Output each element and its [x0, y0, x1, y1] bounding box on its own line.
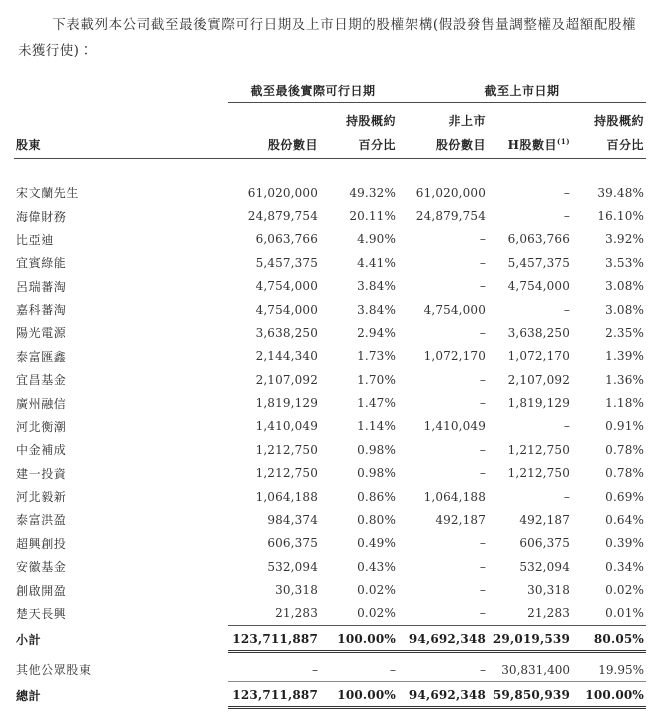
shareholder-name: 創啟開盈 — [16, 583, 67, 598]
shareholding-percentage-listing: 1.39% — [605, 349, 645, 364]
shareholding-percentage-listing: 0.69% — [605, 489, 645, 504]
shareholding-percentage: 1.73% — [357, 349, 397, 364]
table-row — [14, 415, 646, 438]
header-body-gap — [14, 159, 646, 182]
table-row — [14, 485, 646, 508]
h-shares-number: – — [563, 209, 571, 224]
table-body — [14, 181, 646, 625]
unlisted-shares-number: 492,187 — [435, 512, 487, 527]
h-shares-number: 4,754,000 — [507, 279, 571, 294]
h-shares-number: – — [563, 185, 571, 200]
shareholder-name: 呂瑞蕃淘 — [16, 279, 67, 294]
shareholding-percentage: 20.11% — [349, 209, 397, 224]
shareholding-percentage: 49.32% — [349, 185, 397, 200]
h-shares-number: 30,318 — [527, 583, 571, 598]
column-header-h-shares-footnote: (1) — [557, 137, 571, 146]
h-shares-number: – — [563, 302, 571, 317]
shareholding-percentage-listing: 0.02% — [605, 583, 645, 598]
subheader-unlisted-line1: 非上市 — [448, 114, 487, 128]
table-row — [14, 532, 646, 555]
shareholder-name: 泰富洪盈 — [16, 513, 67, 528]
column-header-pct: 百分比 — [320, 132, 398, 159]
other-public-h-shares: 30,831,400 — [488, 651, 572, 681]
subheader-shares-line1 — [228, 112, 320, 132]
shareholding-percentage: 1.14% — [357, 419, 397, 434]
shareholder-name: 宜賓綠能 — [16, 256, 67, 271]
total-row — [14, 681, 646, 707]
other-public-pct2: 19.95% — [572, 651, 646, 681]
subheader-shareholder-blank — [14, 112, 228, 132]
h-shares-number: 5,457,375 — [507, 255, 571, 270]
shareholding-percentage-listing: 3.08% — [605, 279, 645, 294]
shareholding-percentage: 1.47% — [357, 396, 397, 411]
subheader-pct2-line1: 持股概約 — [594, 114, 645, 128]
shareholder-name: 楚天長興 — [16, 606, 67, 621]
header-spacer-row — [14, 103, 646, 113]
shareholding-percentage-listing: 3.53% — [605, 255, 645, 270]
shares-number: 4,754,000 — [255, 279, 318, 294]
shares-number: 2,144,340 — [255, 349, 318, 364]
shares-number: 30,318 — [275, 583, 318, 598]
unlisted-shares-number: – — [479, 606, 487, 621]
table-row — [14, 578, 646, 601]
shareholding-percentage: 0.86% — [357, 489, 397, 504]
shareholder-name: 泰富匯鑫 — [16, 349, 67, 364]
shareholder-name: 建一投資 — [16, 466, 67, 481]
group-header-blank — [14, 82, 228, 103]
total-unlisted: 94,692,348 — [398, 681, 488, 707]
unlisted-shares-number: 4,754,000 — [423, 302, 487, 317]
h-shares-number: 2,107,092 — [507, 372, 571, 387]
shareholder-name: 宋文蘭先生 — [16, 186, 80, 201]
h-shares-number: – — [563, 419, 571, 434]
other-public-shareholders-row — [14, 651, 646, 681]
subheader-row-first — [14, 112, 646, 132]
shareholding-percentage-listing: 0.78% — [605, 442, 645, 457]
unlisted-shares-number: – — [479, 583, 487, 598]
column-header-pct2: 百分比 — [572, 132, 646, 159]
shares-number: 3,638,250 — [255, 325, 318, 340]
unlisted-shares-number: – — [479, 255, 487, 270]
shareholding-percentage: 0.02% — [357, 583, 397, 598]
column-header-shareholder: 股東 — [14, 132, 228, 159]
table-row — [14, 555, 646, 578]
h-shares-number: 1,212,750 — [507, 466, 571, 481]
intro-paragraph — [0, 0, 650, 64]
shareholding-percentage-listing: 16.10% — [597, 209, 645, 224]
table-row — [14, 462, 646, 485]
group-header-listing-date: 截至上市日期 — [398, 82, 646, 103]
table-row — [14, 438, 646, 461]
shareholder-name: 海偉財務 — [16, 209, 67, 224]
shareholding-percentage: 0.49% — [357, 536, 397, 551]
table-row — [14, 602, 646, 625]
h-shares-number: 1,212,750 — [507, 442, 571, 457]
unlisted-shares-number: – — [479, 466, 487, 481]
unlisted-shares-number: – — [479, 232, 487, 247]
table-footer — [14, 625, 646, 707]
unlisted-shares-number: – — [479, 325, 487, 340]
shareholding-percentage-listing: 3.92% — [605, 232, 645, 247]
unlisted-shares-number: – — [479, 536, 487, 551]
shareholder-name: 陽光電源 — [16, 326, 67, 341]
unlisted-shares-number: – — [479, 372, 487, 387]
group-header-latest-practicable-date: 截至最後實際可行日期 — [228, 82, 398, 103]
subtotal-label: 小計 — [16, 633, 42, 648]
shares-number: 1,064,188 — [255, 489, 318, 504]
unlisted-shares-number: 1,072,170 — [423, 349, 487, 364]
column-header-h-shares-label: H股數目 — [507, 138, 558, 152]
shares-number: 532,094 — [267, 559, 318, 574]
total-shares: 123,711,887 — [228, 681, 320, 707]
table-row — [14, 298, 646, 321]
shares-number: 4,754,000 — [255, 302, 318, 317]
shareholding-percentage-listing: 2.35% — [605, 325, 645, 340]
h-shares-number: 3,638,250 — [507, 325, 571, 340]
other-public-pct: – — [320, 651, 398, 681]
shareholding-percentage: 3.84% — [357, 279, 397, 294]
total-h-shares: 59,850,939 — [488, 681, 572, 707]
shares-number: 21,283 — [275, 606, 318, 621]
unlisted-shares-number: – — [479, 396, 487, 411]
shareholding-percentage: 4.41% — [357, 255, 397, 270]
shareholding-percentage-listing: 0.78% — [605, 466, 645, 481]
column-header-unlisted-shares: 股份數目 — [398, 132, 488, 159]
table-row — [14, 204, 646, 227]
shareholder-name: 安徽基金 — [16, 560, 67, 575]
subheader-row-second — [14, 132, 646, 159]
h-shares-number: 1,819,129 — [507, 396, 571, 411]
shareholder-name: 廣州融信 — [16, 396, 67, 411]
shares-number: 984,374 — [267, 512, 318, 527]
shareholding-percentage: 0.02% — [357, 606, 397, 621]
h-shares-number: 1,072,170 — [507, 349, 571, 364]
table-row — [14, 228, 646, 251]
shareholding-percentage-listing: 39.48% — [597, 185, 645, 200]
subtotal-pct: 100.00% — [320, 625, 398, 651]
column-header-shares-number: 股份數目 — [228, 132, 320, 159]
shares-number: 1,212,750 — [255, 442, 318, 457]
intro-text: 下表載列本公司截至最後實際可行日期及上市日期的股權架構(假設發售量調整權及超額配股權未獲行使)： — [18, 17, 636, 59]
shareholder-name: 宜昌基金 — [16, 373, 67, 388]
shareholding-percentage: 0.98% — [357, 466, 397, 481]
other-public-shares: – — [228, 651, 320, 681]
shareholding-percentage: 3.84% — [357, 302, 397, 317]
unlisted-shares-number: – — [479, 279, 487, 294]
table-header — [14, 82, 646, 181]
shares-number: 24,879,754 — [247, 209, 318, 224]
h-shares-number: – — [563, 489, 571, 504]
shares-number: 1,410,049 — [255, 419, 318, 434]
h-shares-number: 532,094 — [519, 559, 571, 574]
column-header-h-shares — [488, 132, 572, 159]
shareholding-percentage: 0.80% — [357, 512, 397, 527]
subtotal-pct2: 80.05% — [572, 625, 646, 651]
shareholding-percentage-listing: 1.36% — [605, 372, 645, 387]
shareholding-percentage: 1.70% — [357, 372, 397, 387]
subtotal-row — [14, 625, 646, 651]
unlisted-shares-number: – — [479, 559, 487, 574]
group-header-row — [14, 82, 646, 103]
shareholding-structure-table — [14, 82, 646, 709]
table-row — [14, 345, 646, 368]
subtotal-h-shares: 29,019,539 — [488, 625, 572, 651]
unlisted-shares-number: 61,020,000 — [415, 185, 487, 200]
shareholding-percentage-listing: 0.34% — [605, 559, 645, 574]
shareholder-name: 中金補成 — [16, 443, 67, 458]
total-pct: 100.00% — [320, 681, 398, 707]
other-public-label: 其他公眾股東 — [16, 663, 92, 678]
subheader-pct-line1: 持股概約 — [346, 114, 397, 128]
h-shares-number: 606,375 — [519, 536, 571, 551]
table-row — [14, 181, 646, 204]
subtotal-unlisted: 94,692,348 — [398, 625, 488, 651]
h-shares-number: 6,063,766 — [507, 232, 571, 247]
shareholding-percentage: 0.43% — [357, 559, 397, 574]
unlisted-shares-number: 24,879,754 — [415, 209, 487, 224]
shares-number: 606,375 — [267, 536, 318, 551]
table-row — [14, 321, 646, 344]
shares-number: 1,212,750 — [255, 466, 318, 481]
shareholding-percentage: 2.94% — [357, 325, 397, 340]
shareholder-name: 比亞迪 — [16, 232, 54, 247]
shareholding-percentage: 0.98% — [357, 442, 397, 457]
unlisted-shares-number: – — [479, 442, 487, 457]
shares-number: 1,819,129 — [255, 396, 318, 411]
other-public-unlisted: – — [398, 651, 488, 681]
total-pct2: 100.00% — [572, 681, 646, 707]
shareholding-percentage-listing: 0.64% — [605, 512, 645, 527]
shareholder-name: 超興創投 — [16, 536, 67, 551]
table-row — [14, 251, 646, 274]
shareholding-percentage-listing: 3.08% — [605, 302, 645, 317]
shareholding-percentage: 4.90% — [357, 232, 397, 247]
table-row — [14, 275, 646, 298]
unlisted-shares-number: 1,064,188 — [423, 489, 487, 504]
shareholding-percentage-listing: 1.18% — [605, 396, 645, 411]
shareholder-name: 河北衡潮 — [16, 419, 67, 434]
total-label: 總計 — [16, 689, 42, 704]
subheader-hshares-line1 — [488, 112, 572, 132]
h-shares-number: 21,283 — [527, 606, 571, 621]
h-shares-number: 492,187 — [519, 512, 571, 527]
unlisted-shares-number: 1,410,049 — [423, 419, 487, 434]
shareholding-percentage-listing: 0.01% — [605, 606, 645, 621]
table-row — [14, 391, 646, 414]
table-row — [14, 508, 646, 531]
table-row — [14, 368, 646, 391]
shareholding-percentage-listing: 0.91% — [605, 419, 645, 434]
shareholding-percentage-listing: 0.39% — [605, 536, 645, 551]
shareholder-name: 河北毅新 — [16, 490, 67, 505]
shares-number: 6,063,766 — [255, 232, 318, 247]
shareholder-name: 嘉科蕃淘 — [16, 303, 67, 318]
subtotal-shares: 123,711,887 — [228, 625, 320, 651]
shares-number: 61,020,000 — [247, 185, 318, 200]
shares-number: 2,107,092 — [255, 372, 318, 387]
shares-number: 5,457,375 — [255, 255, 318, 270]
